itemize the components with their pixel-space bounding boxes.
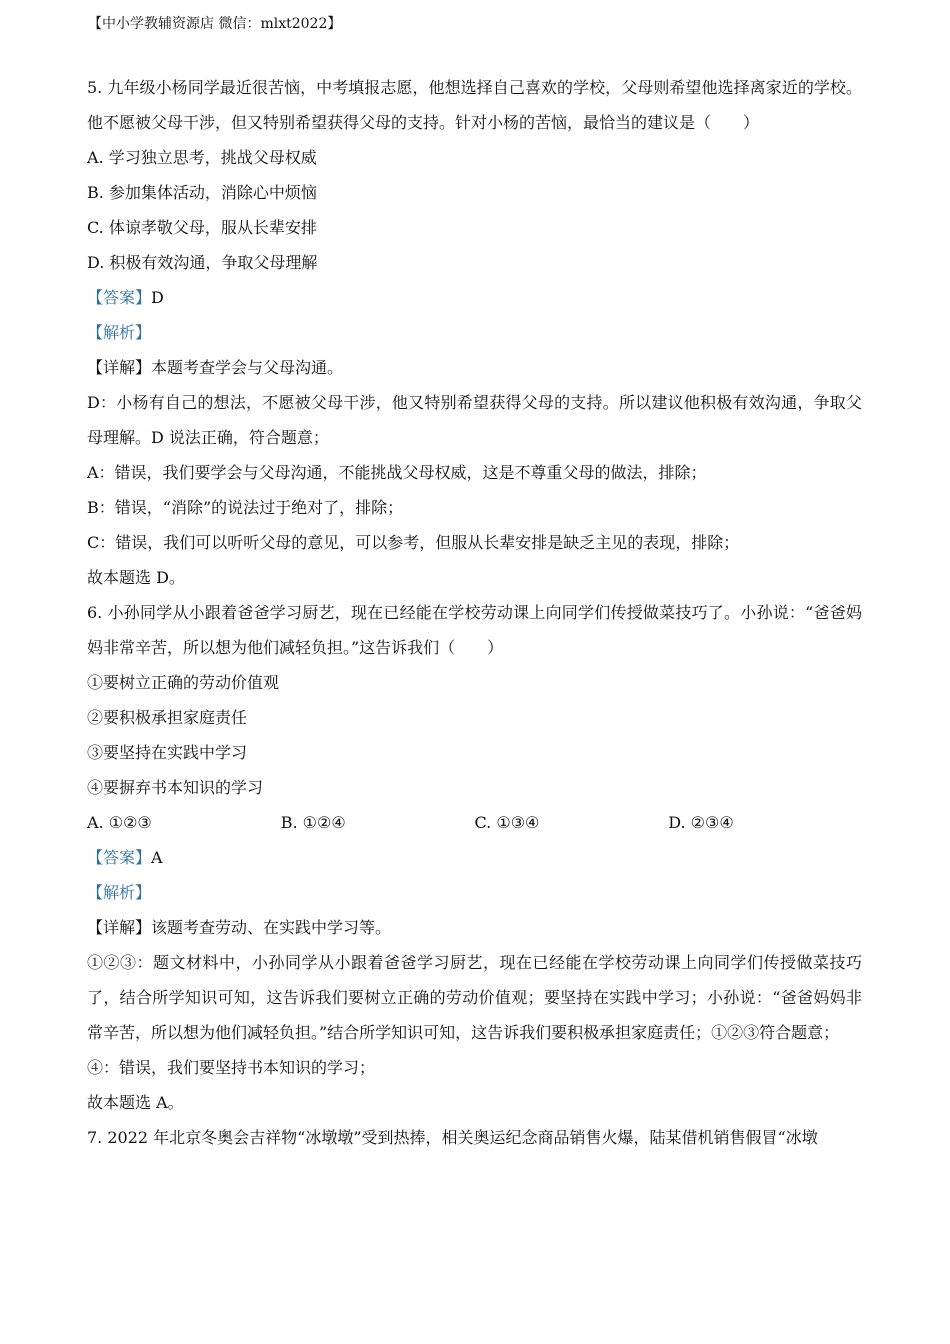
q6-options	[87, 805, 862, 840]
q5-explain-b: B：错误，“消除”的说法过于绝对了，排除；	[87, 498, 404, 517]
q6-answer-tag: 【答案】	[87, 848, 152, 867]
q5-answer	[87, 280, 862, 315]
q5-detail	[87, 350, 862, 385]
q6-detail-text: 该题考查劳动、在实践中学习等。	[151, 918, 392, 937]
q5-stem: 5. 九年级小杨同学最近很苦恼，中考填报志愿，他想选择自己喜欢的学校，父母则希望他选择离家近的学校。他不愿被父母干涉，但又特别希望获得父母的支持。针对小杨的苦恼，最恰当的建议是（ ）	[87, 78, 862, 132]
q5-detail-tag: 【详解】	[87, 358, 152, 377]
q5-option-b: B. 参加集体活动，消除心中烦恼	[87, 183, 317, 202]
q6-statement-3: ③要坚持在实践中学习	[87, 743, 248, 762]
q6-option-a: A. ①②③	[87, 813, 152, 832]
q6-option-c: C. ①③④	[474, 813, 540, 832]
q6-answer	[87, 840, 862, 875]
q5-explain-a: A：错误，我们要学会与父母沟通，不能挑战父母权威，这是不尊重父母的做法，排除；	[87, 463, 707, 482]
q5-option-d: D. 积极有效沟通，争取父母理解	[87, 253, 318, 272]
q6-analysis-tag: 【解析】	[87, 883, 152, 902]
q6-statement-1: ①要树立正确的劳动价值观	[87, 673, 280, 692]
q5-analysis-tag: 【解析】	[87, 323, 152, 342]
q5-option-c: C. 体谅孝敬父母，服从长辈安排	[87, 218, 317, 237]
q6-detail-tag: 【详解】	[87, 918, 152, 937]
q5-explain-d: D：小杨有自己的想法，不愿被父母干涉，他又特别希望获得父母的支持。所以建议他积极有效沟通，争取父母理解。D 说法正确，符合题意；	[87, 393, 862, 447]
q7-stem: 7. 2022 年北京冬奥会吉祥物“冰墩墩”受到热捧，相关奥运纪念商品销售火爆，陆某借机销售假冒“冰墩	[87, 1128, 818, 1147]
q6-explain-123: ①②③：题文材料中，小孙同学从小跟着爸爸学习厨艺，现在已经能在学校劳动课上向同学们传授做菜技巧了，结合所学知识可知，这告诉我们要树立正确的劳动价值观；要坚持在实践中学习；小孙说：“爸爸妈妈非常辛苦，所以想为他们减轻负担。”结合所学知识可知，这告诉我们要积极承担家庭责任；①②③符合题意；	[87, 953, 862, 1042]
q6-option-d: D. ②③④	[668, 813, 734, 832]
q5-answer-tag: 【答案】	[87, 288, 152, 307]
q5-option-a: A. 学习独立思考，挑战父母权威	[87, 148, 317, 167]
q5-explain-c: C：错误，我们可以听听父母的意见，可以参考，但服从长辈安排是缺乏主见的表现，排除；	[87, 533, 740, 552]
q5-answer-value: D	[151, 288, 164, 307]
q6-stem: 6. 小孙同学从小跟着爸爸学习厨艺，现在已经能在学校劳动课上向同学们传授做菜技巧了。小孙说：“爸爸妈妈非常辛苦，所以想为他们减轻负担。”这告诉我们（ ）	[87, 603, 862, 657]
q5-conclusion: 故本题选 D。	[87, 568, 185, 587]
q6-statement-4: ④要摒弃书本知识的学习	[87, 778, 264, 797]
document-body	[87, 70, 862, 1155]
q6-answer-value: A	[151, 848, 163, 867]
q6-option-b: B. ①②④	[280, 813, 346, 832]
q5-detail-text: 本题考查学会与父母沟通。	[151, 358, 344, 377]
q6-detail	[87, 910, 862, 945]
page-header: 【中小学教辅资源店 微信：mlxt2022】	[88, 16, 342, 32]
q6-explain-4: ④：错误，我们要坚持书本知识的学习；	[87, 1058, 376, 1077]
q6-conclusion: 故本题选 A。	[87, 1093, 184, 1112]
q6-statement-2: ②要积极承担家庭责任	[87, 708, 248, 727]
